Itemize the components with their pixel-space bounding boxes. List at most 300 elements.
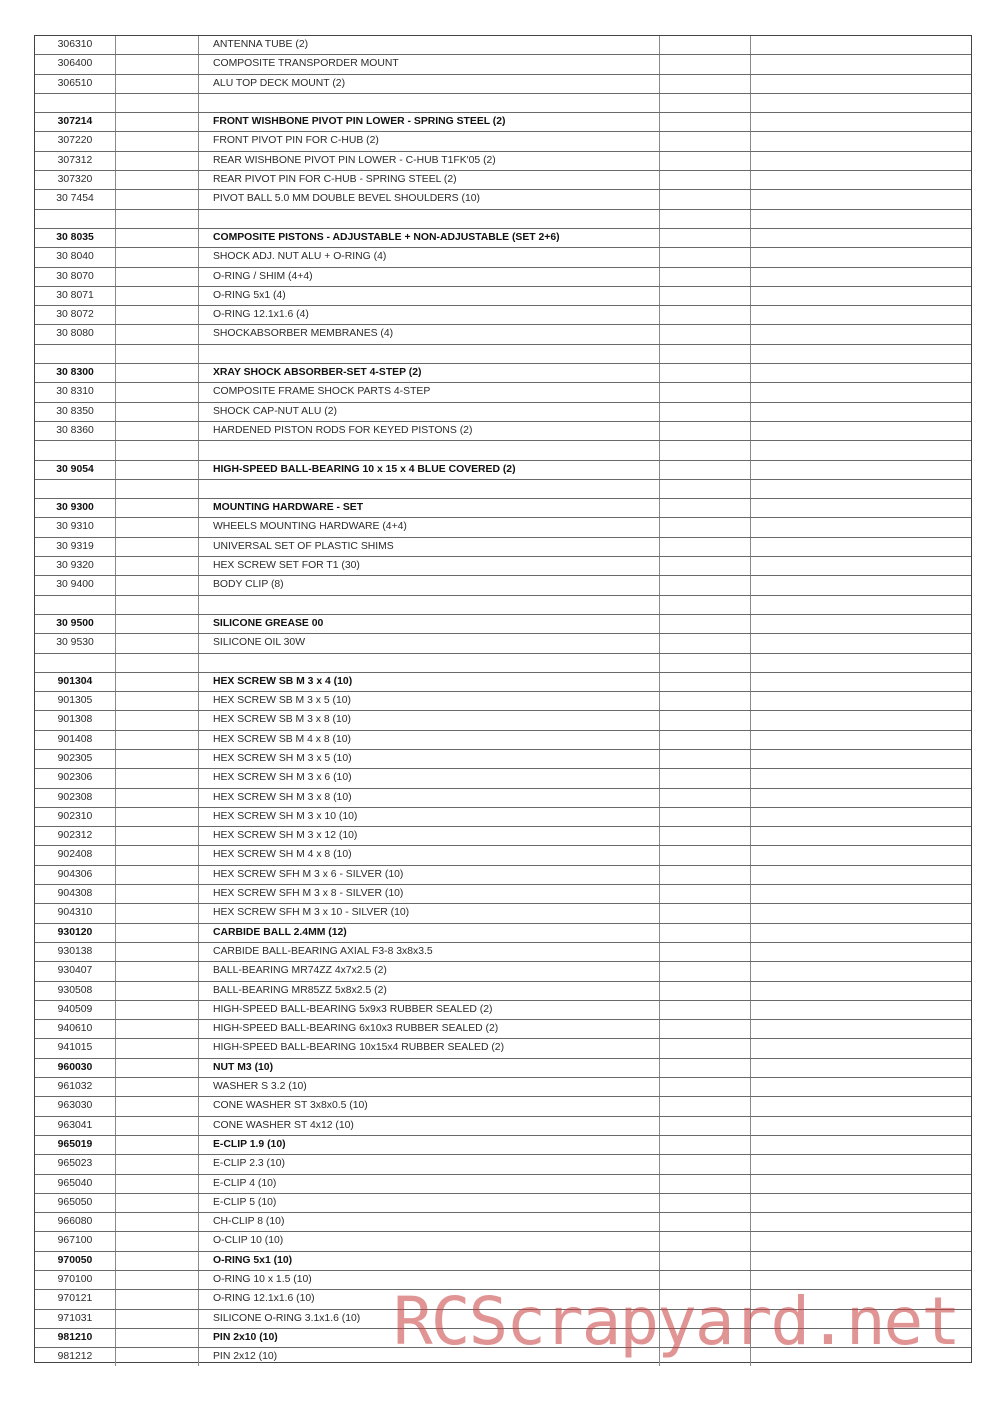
blank-cell <box>116 1193 199 1212</box>
blank-cell <box>116 1290 199 1309</box>
part-description: FRONT WISHBONE PIVOT PIN LOWER - SPRING STEEL (2) <box>199 113 660 132</box>
blank-cell <box>116 190 199 209</box>
blank-cell <box>751 1309 972 1328</box>
blank-cell <box>660 730 751 749</box>
part-description: BODY CLIP (8) <box>199 576 660 595</box>
blank-cell <box>116 325 199 344</box>
blank-cell <box>751 672 972 691</box>
blank-cell <box>660 788 751 807</box>
part-description: O-RING 12.1x1.6 (4) <box>199 306 660 325</box>
blank-cell <box>116 113 199 132</box>
blank-cell <box>660 634 751 653</box>
blank-cell <box>751 151 972 170</box>
part-code: 306310 <box>35 36 116 55</box>
blank-cell <box>116 672 199 691</box>
part-row <box>35 151 971 170</box>
part-code: 930138 <box>35 942 116 961</box>
spacer-row <box>35 653 971 672</box>
part-code: 970050 <box>35 1251 116 1270</box>
blank-cell <box>660 344 751 363</box>
blank-cell <box>116 1328 199 1347</box>
part-code: 30 7454 <box>35 190 116 209</box>
part-description: O-RING 5x1 (4) <box>199 286 660 305</box>
blank-cell <box>660 402 751 421</box>
blank-cell <box>751 74 972 93</box>
part-code: 961032 <box>35 1078 116 1097</box>
blank-cell <box>116 1348 199 1367</box>
blank-cell <box>660 1097 751 1116</box>
part-code: 966080 <box>35 1213 116 1232</box>
blank-cell <box>751 132 972 151</box>
blank-cell <box>116 1000 199 1019</box>
part-description: BALL-BEARING MR74ZZ 4x7x2.5 (2) <box>199 962 660 981</box>
blank-cell <box>751 1116 972 1135</box>
part-code: 902306 <box>35 769 116 788</box>
spacer-row <box>35 209 971 228</box>
part-code: 30 8040 <box>35 248 116 267</box>
part-row <box>35 228 971 247</box>
blank-cell <box>116 441 199 460</box>
blank-cell <box>660 769 751 788</box>
part-row <box>35 788 971 807</box>
part-description: HIGH-SPEED BALL-BEARING 10 x 15 x 4 BLUE COVERED (2) <box>199 460 660 479</box>
blank-cell <box>116 1135 199 1154</box>
blank-cell <box>116 55 199 74</box>
blank-cell <box>116 1251 199 1270</box>
blank-cell <box>751 634 972 653</box>
blank-cell <box>751 55 972 74</box>
part-description: NUT M3 (10) <box>199 1058 660 1077</box>
blank-cell <box>751 846 972 865</box>
blank-cell <box>116 904 199 923</box>
part-description: REAR WISHBONE PIVOT PIN LOWER - C-HUB T1FK'05 (2) <box>199 151 660 170</box>
blank-cell <box>751 1078 972 1097</box>
part-code: 902312 <box>35 827 116 846</box>
part-row <box>35 885 971 904</box>
blank-cell <box>751 344 972 363</box>
blank-cell <box>660 74 751 93</box>
blank-cell <box>751 1039 972 1058</box>
blank-cell <box>116 1039 199 1058</box>
blank-cell <box>116 1078 199 1097</box>
blank-cell <box>116 1155 199 1174</box>
part-code: 30 8072 <box>35 306 116 325</box>
part-row <box>35 460 971 479</box>
blank-cell <box>751 942 972 961</box>
part-code: 307214 <box>35 113 116 132</box>
blank-cell <box>660 55 751 74</box>
part-row <box>35 1328 971 1347</box>
blank-cell <box>660 1328 751 1347</box>
part-code: 902408 <box>35 846 116 865</box>
blank-cell <box>660 325 751 344</box>
blank-cell <box>660 383 751 402</box>
part-code <box>35 653 116 672</box>
part-row <box>35 865 971 884</box>
part-code: 902310 <box>35 807 116 826</box>
blank-cell <box>751 383 972 402</box>
part-row <box>35 306 971 325</box>
blank-cell <box>751 113 972 132</box>
part-description: CARBIDE BALL 2.4MM (12) <box>199 923 660 942</box>
part-description: O-RING 5x1 (10) <box>199 1251 660 1270</box>
blank-cell <box>751 1271 972 1290</box>
part-code: 965023 <box>35 1155 116 1174</box>
blank-cell <box>116 74 199 93</box>
part-description <box>199 479 660 498</box>
blank-cell <box>751 93 972 112</box>
part-description: HEX SCREW SB M 3 x 5 (10) <box>199 692 660 711</box>
blank-cell <box>660 228 751 247</box>
blank-cell <box>660 1058 751 1077</box>
part-code: 971031 <box>35 1309 116 1328</box>
blank-cell <box>751 653 972 672</box>
blank-cell <box>660 537 751 556</box>
part-description: PIN 2x10 (10) <box>199 1328 660 1347</box>
part-description: E-CLIP 4 (10) <box>199 1174 660 1193</box>
blank-cell <box>660 441 751 460</box>
part-code: 901304 <box>35 672 116 691</box>
part-row <box>35 981 971 1000</box>
blank-cell <box>751 1193 972 1212</box>
part-row <box>35 942 971 961</box>
part-row <box>35 1213 971 1232</box>
blank-cell <box>660 151 751 170</box>
blank-cell <box>116 209 199 228</box>
part-code: 901305 <box>35 692 116 711</box>
part-code: 965019 <box>35 1135 116 1154</box>
blank-cell <box>751 325 972 344</box>
part-row <box>35 672 971 691</box>
blank-cell <box>751 1058 972 1077</box>
part-code: 967100 <box>35 1232 116 1251</box>
part-description: HARDENED PISTON RODS FOR KEYED PISTONS (2) <box>199 421 660 440</box>
blank-cell <box>116 885 199 904</box>
part-row <box>35 749 971 768</box>
blank-cell <box>751 36 972 55</box>
part-code: 306510 <box>35 74 116 93</box>
part-code: 30 9400 <box>35 576 116 595</box>
blank-cell <box>116 402 199 421</box>
part-code <box>35 209 116 228</box>
blank-cell <box>751 421 972 440</box>
blank-cell <box>751 248 972 267</box>
blank-cell <box>660 1309 751 1328</box>
part-row <box>35 1271 971 1290</box>
blank-cell <box>660 923 751 942</box>
blank-cell <box>751 557 972 576</box>
part-description: HEX SCREW SET FOR T1 (30) <box>199 557 660 576</box>
blank-cell <box>660 306 751 325</box>
blank-cell <box>751 1097 972 1116</box>
blank-cell <box>751 364 972 383</box>
blank-cell <box>751 499 972 518</box>
part-row <box>35 402 971 421</box>
part-row <box>35 132 971 151</box>
blank-cell <box>751 1213 972 1232</box>
part-description: PIVOT BALL 5.0 MM DOUBLE BEVEL SHOULDERS (10) <box>199 190 660 209</box>
part-code: 941015 <box>35 1039 116 1058</box>
part-code: 307220 <box>35 132 116 151</box>
blank-cell <box>751 885 972 904</box>
blank-cell <box>660 1174 751 1193</box>
part-description: SILICONE O-RING 3.1x1.6 (10) <box>199 1309 660 1328</box>
blank-cell <box>660 692 751 711</box>
blank-cell <box>116 1232 199 1251</box>
blank-cell <box>116 595 199 614</box>
part-description: WASHER S 3.2 (10) <box>199 1078 660 1097</box>
blank-cell <box>116 499 199 518</box>
part-description: HEX SCREW SH M 3 x 6 (10) <box>199 769 660 788</box>
part-code: 940610 <box>35 1020 116 1039</box>
blank-cell <box>116 306 199 325</box>
blank-cell <box>116 769 199 788</box>
blank-cell <box>116 267 199 286</box>
blank-cell <box>751 865 972 884</box>
part-row <box>35 421 971 440</box>
part-code: 965040 <box>35 1174 116 1193</box>
blank-cell <box>751 614 972 633</box>
part-row <box>35 1097 971 1116</box>
part-description: HEX SCREW SH M 3 x 10 (10) <box>199 807 660 826</box>
blank-cell <box>660 248 751 267</box>
part-row <box>35 499 971 518</box>
part-description <box>199 595 660 614</box>
blank-cell <box>660 846 751 865</box>
part-row <box>35 769 971 788</box>
part-code: 963041 <box>35 1116 116 1135</box>
blank-cell <box>751 286 972 305</box>
part-description <box>199 209 660 228</box>
part-row <box>35 74 971 93</box>
part-code: 901308 <box>35 711 116 730</box>
part-code <box>35 595 116 614</box>
blank-cell <box>751 692 972 711</box>
part-description: SILICONE GREASE 00 <box>199 614 660 633</box>
part-code: 307320 <box>35 171 116 190</box>
blank-cell <box>751 479 972 498</box>
part-code: 30 9319 <box>35 537 116 556</box>
blank-cell <box>116 981 199 1000</box>
blank-cell <box>116 1020 199 1039</box>
blank-cell <box>751 1155 972 1174</box>
blank-cell <box>116 865 199 884</box>
part-row <box>35 1174 971 1193</box>
part-description: CARBIDE BALL-BEARING AXIAL F3-8 3x8x3.5 <box>199 942 660 961</box>
blank-cell <box>660 1116 751 1135</box>
part-row <box>35 190 971 209</box>
blank-cell <box>116 479 199 498</box>
part-code: 30 8035 <box>35 228 116 247</box>
blank-cell <box>660 672 751 691</box>
blank-cell <box>116 923 199 942</box>
blank-cell <box>751 1135 972 1154</box>
blank-cell <box>751 190 972 209</box>
blank-cell <box>660 904 751 923</box>
blank-cell <box>660 1000 751 1019</box>
part-description <box>199 653 660 672</box>
blank-cell <box>660 1020 751 1039</box>
spacer-row <box>35 344 971 363</box>
part-row <box>35 248 971 267</box>
part-row <box>35 1309 971 1328</box>
part-row <box>35 1020 971 1039</box>
blank-cell <box>116 634 199 653</box>
blank-cell <box>116 537 199 556</box>
part-row <box>35 383 971 402</box>
part-description: COMPOSITE TRANSPORDER MOUNT <box>199 55 660 74</box>
part-row <box>35 537 971 556</box>
spacer-row <box>35 595 971 614</box>
blank-cell <box>751 827 972 846</box>
spacer-row <box>35 93 971 112</box>
part-description: COMPOSITE PISTONS - ADJUSTABLE + NON-ADJUSTABLE (SET 2+6) <box>199 228 660 247</box>
blank-cell <box>660 479 751 498</box>
part-row <box>35 1193 971 1212</box>
blank-cell <box>116 942 199 961</box>
blank-cell <box>660 981 751 1000</box>
part-code <box>35 441 116 460</box>
blank-cell <box>751 730 972 749</box>
part-row <box>35 962 971 981</box>
blank-cell <box>751 1020 972 1039</box>
blank-cell <box>660 576 751 595</box>
blank-cell <box>660 93 751 112</box>
blank-cell <box>660 364 751 383</box>
blank-cell <box>660 1348 751 1367</box>
part-code <box>35 479 116 498</box>
blank-cell <box>116 1271 199 1290</box>
blank-cell <box>751 1348 972 1367</box>
part-code: 930508 <box>35 981 116 1000</box>
part-row <box>35 1116 971 1135</box>
blank-cell <box>660 1039 751 1058</box>
blank-cell <box>660 499 751 518</box>
blank-cell <box>751 402 972 421</box>
part-row <box>35 1155 971 1174</box>
blank-cell <box>116 692 199 711</box>
blank-cell <box>660 132 751 151</box>
part-row <box>35 1039 971 1058</box>
part-row <box>35 1348 971 1367</box>
blank-cell <box>116 614 199 633</box>
part-description: HEX SCREW SH M 3 x 12 (10) <box>199 827 660 846</box>
blank-cell <box>116 557 199 576</box>
part-code: 306400 <box>35 55 116 74</box>
blank-cell <box>751 595 972 614</box>
part-description: SILICONE OIL 30W <box>199 634 660 653</box>
part-row <box>35 614 971 633</box>
blank-cell <box>660 1135 751 1154</box>
part-description <box>199 441 660 460</box>
part-code: 30 8070 <box>35 267 116 286</box>
part-code: 30 8360 <box>35 421 116 440</box>
part-row <box>35 1290 971 1309</box>
part-row <box>35 576 971 595</box>
blank-cell <box>751 788 972 807</box>
part-description: HEX SCREW SB M 3 x 4 (10) <box>199 672 660 691</box>
blank-cell <box>660 1251 751 1270</box>
blank-cell <box>751 1174 972 1193</box>
part-code <box>35 344 116 363</box>
part-code: 30 9500 <box>35 614 116 633</box>
part-description: E-CLIP 5 (10) <box>199 1193 660 1212</box>
part-code: 30 9530 <box>35 634 116 653</box>
part-code: 307312 <box>35 151 116 170</box>
part-description: WHEELS MOUNTING HARDWARE (4+4) <box>199 518 660 537</box>
part-row <box>35 113 971 132</box>
part-row <box>35 692 971 711</box>
blank-cell <box>660 1078 751 1097</box>
blank-cell <box>751 962 972 981</box>
part-code: 930407 <box>35 962 116 981</box>
part-row <box>35 1078 971 1097</box>
blank-cell <box>660 421 751 440</box>
part-code: 30 8300 <box>35 364 116 383</box>
part-description: HEX SCREW SFH M 3 x 10 - SILVER (10) <box>199 904 660 923</box>
part-description: UNIVERSAL SET OF PLASTIC SHIMS <box>199 537 660 556</box>
blank-cell <box>116 653 199 672</box>
blank-cell <box>660 614 751 633</box>
blank-cell <box>116 228 199 247</box>
blank-cell <box>751 1290 972 1309</box>
part-row <box>35 36 971 55</box>
part-description: COMPOSITE FRAME SHOCK PARTS 4-STEP <box>199 383 660 402</box>
blank-cell <box>116 518 199 537</box>
blank-cell <box>116 36 199 55</box>
part-code: 904308 <box>35 885 116 904</box>
blank-cell <box>116 1174 199 1193</box>
part-description: HIGH-SPEED BALL-BEARING 6x10x3 RUBBER SEALED (2) <box>199 1020 660 1039</box>
part-row <box>35 1232 971 1251</box>
part-code: 940509 <box>35 1000 116 1019</box>
part-description: SHOCK ADJ. NUT ALU + O-RING (4) <box>199 248 660 267</box>
blank-cell <box>660 518 751 537</box>
part-row <box>35 904 971 923</box>
part-description: HIGH-SPEED BALL-BEARING 10x15x4 RUBBER SEALED (2) <box>199 1039 660 1058</box>
blank-cell <box>660 460 751 479</box>
parts-list-sheet <box>34 35 972 1363</box>
blank-cell <box>116 807 199 826</box>
part-row <box>35 267 971 286</box>
blank-cell <box>116 460 199 479</box>
watermark: RCScrapyard.net <box>393 1283 960 1360</box>
part-description: O-CLIP 10 (10) <box>199 1232 660 1251</box>
part-description: BALL-BEARING MR85ZZ 5x8x2.5 (2) <box>199 981 660 1000</box>
part-row <box>35 846 971 865</box>
part-description: HEX SCREW SB M 3 x 8 (10) <box>199 711 660 730</box>
part-row <box>35 923 971 942</box>
part-description: CONE WASHER ST 4x12 (10) <box>199 1116 660 1135</box>
part-description: REAR PIVOT PIN FOR C-HUB - SPRING STEEL (2) <box>199 171 660 190</box>
blank-cell <box>660 711 751 730</box>
part-code: 902308 <box>35 788 116 807</box>
part-code: 930120 <box>35 923 116 942</box>
blank-cell <box>660 209 751 228</box>
part-code: 30 9300 <box>35 499 116 518</box>
blank-cell <box>660 171 751 190</box>
part-code: 30 8350 <box>35 402 116 421</box>
part-row <box>35 1000 971 1019</box>
blank-cell <box>660 827 751 846</box>
part-description: SHOCKABSORBER MEMBRANES (4) <box>199 325 660 344</box>
part-code: 981210 <box>35 1328 116 1347</box>
blank-cell <box>751 1000 972 1019</box>
part-description: SHOCK CAP-NUT ALU (2) <box>199 402 660 421</box>
blank-cell <box>116 171 199 190</box>
blank-cell <box>660 1155 751 1174</box>
part-row <box>35 730 971 749</box>
